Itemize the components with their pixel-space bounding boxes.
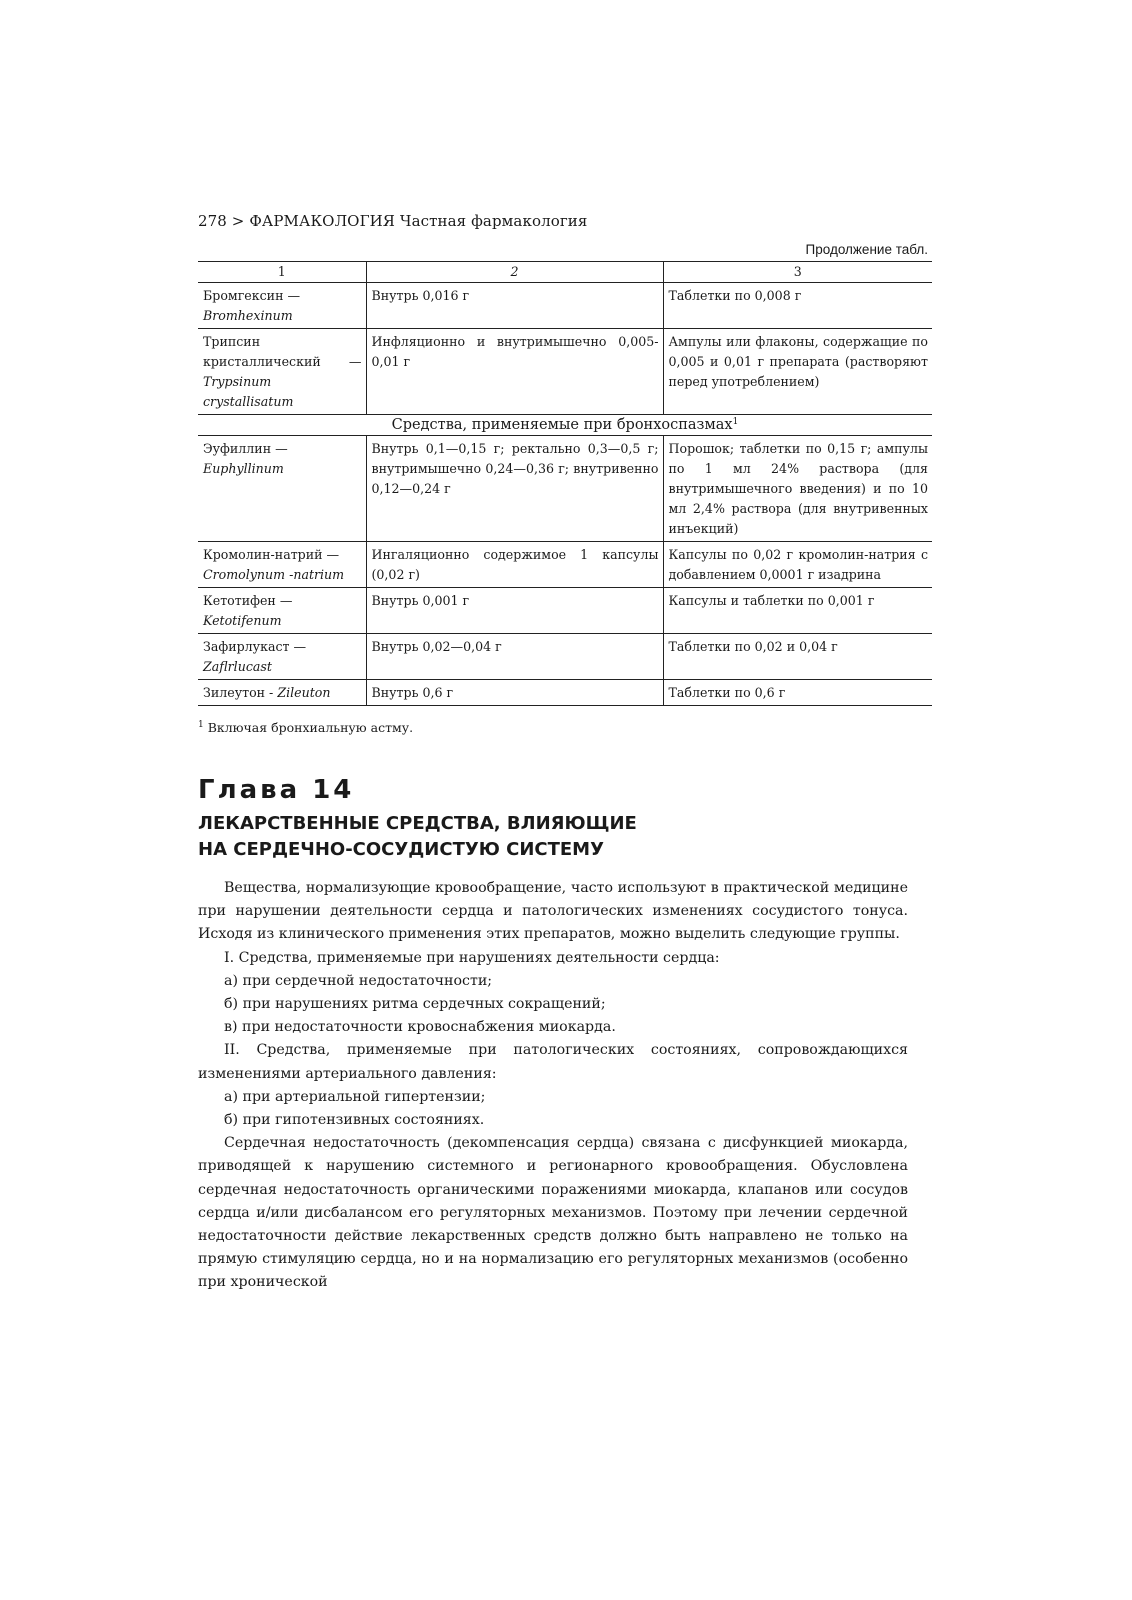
form-cell: Капсулы по 0,02 г кромолин-натрия с добавлением 0,0001 г изадрина [663,542,932,588]
drug-name-cell [198,436,366,542]
drug-name-cell [198,542,366,588]
footnote-text: Включая бронхиальную астму. [207,720,414,735]
list-item: б) при гипотензивных состояниях. [224,1112,485,1129]
running-head: 278 > ФАРМАКОЛОГИЯ Частная фармакология [198,212,588,230]
table-row [198,588,932,634]
table-row [198,680,932,706]
dose-cell: Внутрь 0,016 г [366,283,663,329]
form-cell: Порошок; таблетки по 0,15 г; ампулы по 1 мл 24% раствора (для внутримышечного введения) и по 10 мл 2,4% раствора (для внутривенных инъекций) [663,436,932,542]
chapter-title-line-2: НА СЕРДЕЧНО-СОСУДИСТУЮ СИСТЕМУ [198,839,604,860]
drug-name-cell [198,588,366,634]
dose-cell: Внутрь 0,02—0,04 г [366,634,663,680]
column-header-3: 3 [663,262,932,283]
drug-name-cell [198,329,366,415]
drug-latin-name: Zaflrlucast [203,659,272,674]
drug-latin-name: Euphyllinum [203,461,284,476]
chapter-title-line-1: ЛЕКАРСТВЕННЫЕ СРЕДСТВА, ВЛИЯЮЩИЕ [198,813,637,834]
dose-cell: Внутрь 0,1—0,15 г; ректально 0,3—0,5 г; внутримышечно 0,24—0,36 г; внутривенно 0,12—0,24 г [366,436,663,542]
form-cell: Таблетки по 0,6 г [663,680,932,706]
drug-latin-name: Bromhexinum [203,308,293,323]
chapter-title [198,811,718,863]
drug-name: Зафирлукаст — [203,639,307,654]
table-row [198,542,932,588]
drug-latin-name: Cromolynum -natrium [203,567,345,582]
drug-name: Зилеутон - [203,685,274,700]
dose-cell: Инфляционно и внутримышечно 0,005-0,01 г [366,329,663,415]
table-row [198,283,932,329]
form-cell: Таблетки по 0,008 г [663,283,932,329]
drug-name: Бромгексин — [203,288,301,303]
footnote-ref: 1 [732,417,739,427]
form-cell: Таблетки по 0,02 и 0,04 г [663,634,932,680]
drug-table [198,261,932,706]
chapter-number: Глава 14 [198,775,355,805]
dose-cell: Ингаляционно содержимое 1 капсулы (0,02 г) [366,542,663,588]
form-cell: Капсулы и таблетки по 0,001 г [663,588,932,634]
table-row [198,329,932,415]
section-heading [198,415,932,436]
drug-name: Кетотифен — [203,593,293,608]
paragraph: Сердечная недостаточность (декомпенсация сердца) связана с дисфункцией миокарда, приводящей к нарушению системного и регионарного кровообращения. Обусловлена сердечная недостаточность органическими поражениями миокарда, клапанов или сосудов сердца и/или дисбалансом его регуляторных механизмов. Поэтому при лечении сердечной недостаточности действие лекарственных средств должно быть направлено не только на прямую стимуляцию сердца, но и на нормализацию его регуляторных механизмов (особенно при хронической [198,1135,908,1291]
table-row [198,634,932,680]
drug-name: Кромолин-натрий — [203,547,340,562]
drug-name: Трипсин кристаллический — [203,334,362,369]
table-section-row [198,415,932,436]
drug-latin-name: Trypsinum crystallisatum [203,374,294,409]
drug-latin-name: Zileuton [277,685,331,700]
dose-cell: Внутрь 0,001 г [366,588,663,634]
dose-cell: Внутрь 0,6 г [366,680,663,706]
list-item: а) при артериальной гипертензии; [224,1088,486,1105]
drug-name-cell [198,283,366,329]
chapter-body [198,877,908,1295]
list-item: б) при нарушениях ритма сердечных сокращений; [224,996,606,1013]
section-heading-text: Средства, применяемые при бронхоспазмах [391,417,733,433]
table-continued-label: Продолжение табл. [805,242,928,257]
column-header-1: 1 [198,262,366,283]
list-item: II. Средства, применяемые при патологических состояниях, сопровождающихся изменениями артериального давления: [198,1042,908,1082]
table-row [198,436,932,542]
book-page [198,212,932,1295]
table-header-row [198,262,932,283]
list-item: а) при сердечной недостаточности; [224,972,493,989]
paragraph: Вещества, нормализующие кровообращение, часто используют в практической медицине при нарушении деятельности сердца и патологических изменениях сосудистого тонуса. Исходя из клинического применения этих препаратов, можно выделить следующие группы. [198,880,908,943]
column-header-2: 2 [366,262,663,283]
list-item: I. Средства, применяемые при нарушениях деятельности сердца: [224,949,720,966]
drug-latin-name: Ketotifenum [203,613,282,628]
drug-name-cell [198,634,366,680]
list-item: в) при недостаточности кровоснабжения миокарда. [224,1019,616,1036]
table-footnote [198,720,932,735]
drug-name: Эуфиллин — [203,441,288,456]
drug-name-cell [198,680,366,706]
form-cell: Ампулы или флаконы, содержащие по 0,005 и 0,01 г препарата (растворяют перед употреблением) [663,329,932,415]
footnote-mark: 1 [198,720,204,730]
